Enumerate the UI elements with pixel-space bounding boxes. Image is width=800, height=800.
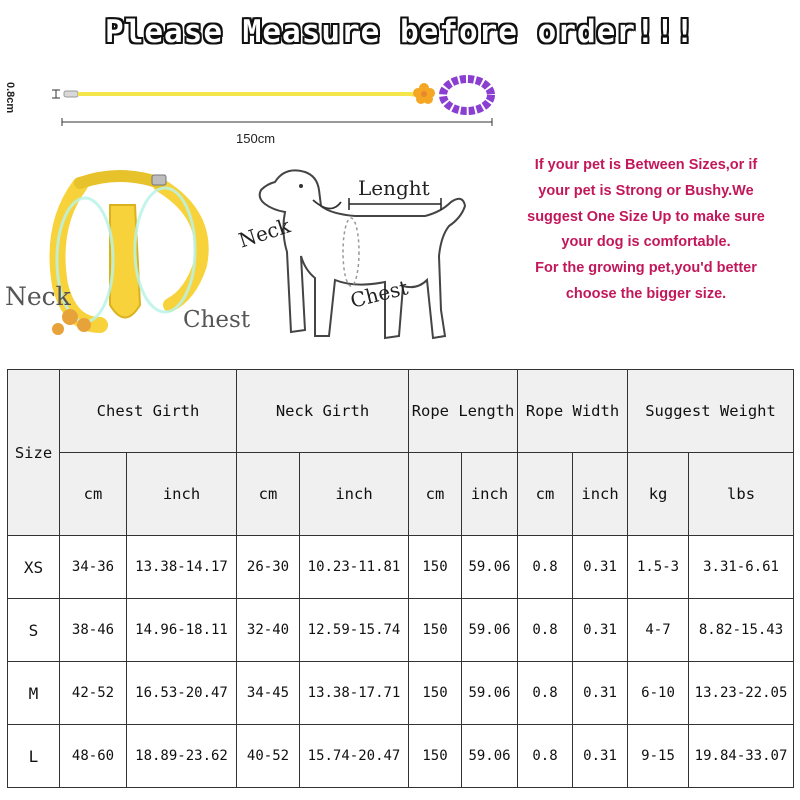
- dog-measurement-diagram: [235, 160, 475, 350]
- unit-header: lbs: [689, 453, 794, 536]
- table-cell: 6-10: [628, 662, 689, 725]
- table-cell: 34-45: [237, 662, 300, 725]
- table-cell: 1.5-3: [628, 536, 689, 599]
- table-cell: 12.59-15.74: [300, 599, 409, 662]
- unit-header: kg: [628, 453, 689, 536]
- table-cell: 13.23-22.05: [689, 662, 794, 725]
- flower-icon: [413, 83, 435, 104]
- table-row: [8, 725, 794, 788]
- group-header: Rope Length: [409, 370, 518, 453]
- advice-line: suggest One Size Up to make sure: [527, 208, 765, 225]
- page-title: Please Measure before order!!!: [105, 14, 695, 50]
- leash-illustration: [20, 66, 500, 130]
- sizing-advice: [500, 153, 792, 308]
- table-cell: 48-60: [60, 725, 127, 788]
- advice-line: For the growing pet,you'd better: [535, 260, 757, 277]
- advice-line: your pet is Strong or Bushy.We: [538, 182, 754, 199]
- table-cell: 42-52: [60, 662, 127, 725]
- harness-chest-label: Chest: [183, 307, 251, 333]
- table-cell: 13.38-14.17: [127, 536, 237, 599]
- table-cell: 59.06: [462, 536, 518, 599]
- table-row: [8, 599, 794, 662]
- table-cell: 9-15: [628, 725, 689, 788]
- table-row: [8, 662, 794, 725]
- table-cell: 26-30: [237, 536, 300, 599]
- unit-header: inch: [300, 453, 409, 536]
- table-cell: 18.89-23.62: [127, 725, 237, 788]
- table-cell: 59.06: [462, 662, 518, 725]
- table-cell: 59.06: [462, 599, 518, 662]
- dog-neck-label: Neck: [235, 213, 294, 253]
- table-cell: 14.96-18.11: [127, 599, 237, 662]
- dog-chest-label: Chest: [347, 275, 411, 313]
- group-header: Suggest Weight: [628, 370, 794, 453]
- advice-line: your dog is comfortable.: [561, 234, 731, 251]
- table-cell: 0.8: [518, 662, 573, 725]
- size-cell: M: [8, 662, 60, 725]
- table-cell: 0.8: [518, 536, 573, 599]
- table-cell: 40-52: [237, 725, 300, 788]
- table-cell: 32-40: [237, 599, 300, 662]
- table-cell: 4-7: [628, 599, 689, 662]
- table-cell: 38-46: [60, 599, 127, 662]
- unit-header: cm: [237, 453, 300, 536]
- group-header: Chest Girth: [60, 370, 237, 453]
- dog-length-label: Lenght: [358, 176, 430, 200]
- unit-header: cm: [518, 453, 573, 536]
- table-cell: 19.84-33.07: [689, 725, 794, 788]
- table-cell: 0.8: [518, 599, 573, 662]
- table-cell: 150: [409, 725, 462, 788]
- table-row: [8, 536, 794, 599]
- table-cell: 8.82-15.43: [689, 599, 794, 662]
- rope-length-label: 150cm: [236, 131, 276, 146]
- group-header: Neck Girth: [237, 370, 409, 453]
- size-cell: XS: [8, 536, 60, 599]
- size-cell: S: [8, 599, 60, 662]
- table-cell: 0.31: [573, 536, 628, 599]
- table-cell: 13.38-17.71: [300, 662, 409, 725]
- group-header: Rope Width: [518, 370, 628, 453]
- table-cell: 150: [409, 599, 462, 662]
- table-cell: 0.31: [573, 662, 628, 725]
- size-cell: L: [8, 725, 60, 788]
- table-cell: 34-36: [60, 536, 127, 599]
- table-cell: 0.31: [573, 599, 628, 662]
- table-cell: 59.06: [462, 725, 518, 788]
- unit-header: inch: [462, 453, 518, 536]
- size-chart-table: [7, 369, 794, 788]
- table-cell: 150: [409, 662, 462, 725]
- unit-header: cm: [60, 453, 127, 536]
- unit-header: cm: [409, 453, 462, 536]
- size-header: Size: [8, 370, 60, 536]
- unit-header: inch: [127, 453, 237, 536]
- advice-line: choose the bigger size.: [565, 285, 727, 302]
- table-cell: 16.53-20.47: [127, 662, 237, 725]
- rope-width-label: 0.8cm: [4, 82, 16, 114]
- table-cell: 0.31: [573, 725, 628, 788]
- advice-line: If your pet is Between Sizes,or if: [534, 157, 758, 173]
- table-cell: 15.74-20.47: [300, 725, 409, 788]
- table-cell: 150: [409, 536, 462, 599]
- unit-header: inch: [573, 453, 628, 536]
- table-cell: 10.23-11.81: [300, 536, 409, 599]
- table-cell: 3.31-6.61: [689, 536, 794, 599]
- table-cell: 0.8: [518, 725, 573, 788]
- harness-neck-label: Neck: [5, 282, 71, 311]
